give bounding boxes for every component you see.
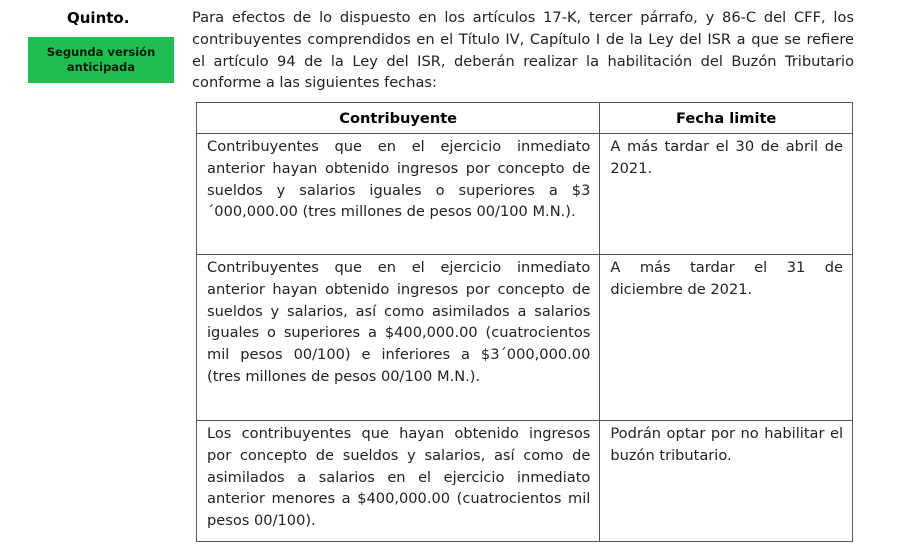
contribuyente-cell: Contribuyentes que en el ejercicio inmediato anterior hayan obtenido ingresos por concepto de sueldos y salarios iguales o superiores a $3´000,000.00 (tres millones de pesos 00/100 M.N.). xyxy=(197,134,600,255)
contribuyente-cell: Contribuyentes que en el ejercicio inmediato anterior hayan obtenido ingresos por concepto de sueldos y salarios, así como asimilados a salarios iguales o superiores a $400,000.00 (cuatrocientos mil pesos 00/100) e inferiores a $3´000,000.00 (tres millones de pesos 00/100 M.N.). xyxy=(197,255,600,421)
fecha-limite-cell: Podrán optar por no habilitar el buzón tributario. xyxy=(600,421,853,542)
table-header-row xyxy=(197,103,853,134)
table-row xyxy=(197,134,853,255)
contribuyente-cell: Los contribuyentes que hayan obtenido ingresos por concepto de sueldos y salarios, así como de asimilados a salarios en el ejercicio inmediato anterior menores a $400,000.00 (cuatrocientos mil pesos 00/100). xyxy=(197,421,600,542)
table-row xyxy=(197,421,853,542)
intro-paragraph: Para efectos de lo dispuesto en los artículos 17-K, tercer párrafo, y 86-C del CFF, los contribuyentes comprendidos en el Título IV, Capítulo I de la Ley del ISR a que se refiere el artículo 94 de la Ley del ISR, deberán realizar la habilitación del Buzón Tributario conforme a las siguientes fechas: xyxy=(192,9,854,92)
table-row xyxy=(197,255,853,421)
version-badge xyxy=(28,37,174,83)
fecha-limite-cell: A más tardar el 31 de diciembre de 2021. xyxy=(600,255,853,421)
section-heading: Quinto. xyxy=(67,9,130,27)
fecha-limite-cell: A más tardar el 30 de abril de 2021. xyxy=(600,134,853,255)
header-fecha-limite: Fecha limite xyxy=(600,103,853,134)
version-badge-line-2: anticipada xyxy=(66,60,136,74)
header-contribuyente: Contribuyente xyxy=(197,103,600,134)
deadline-table xyxy=(196,102,853,542)
version-badge-line-1: Segunda versión xyxy=(46,45,156,59)
